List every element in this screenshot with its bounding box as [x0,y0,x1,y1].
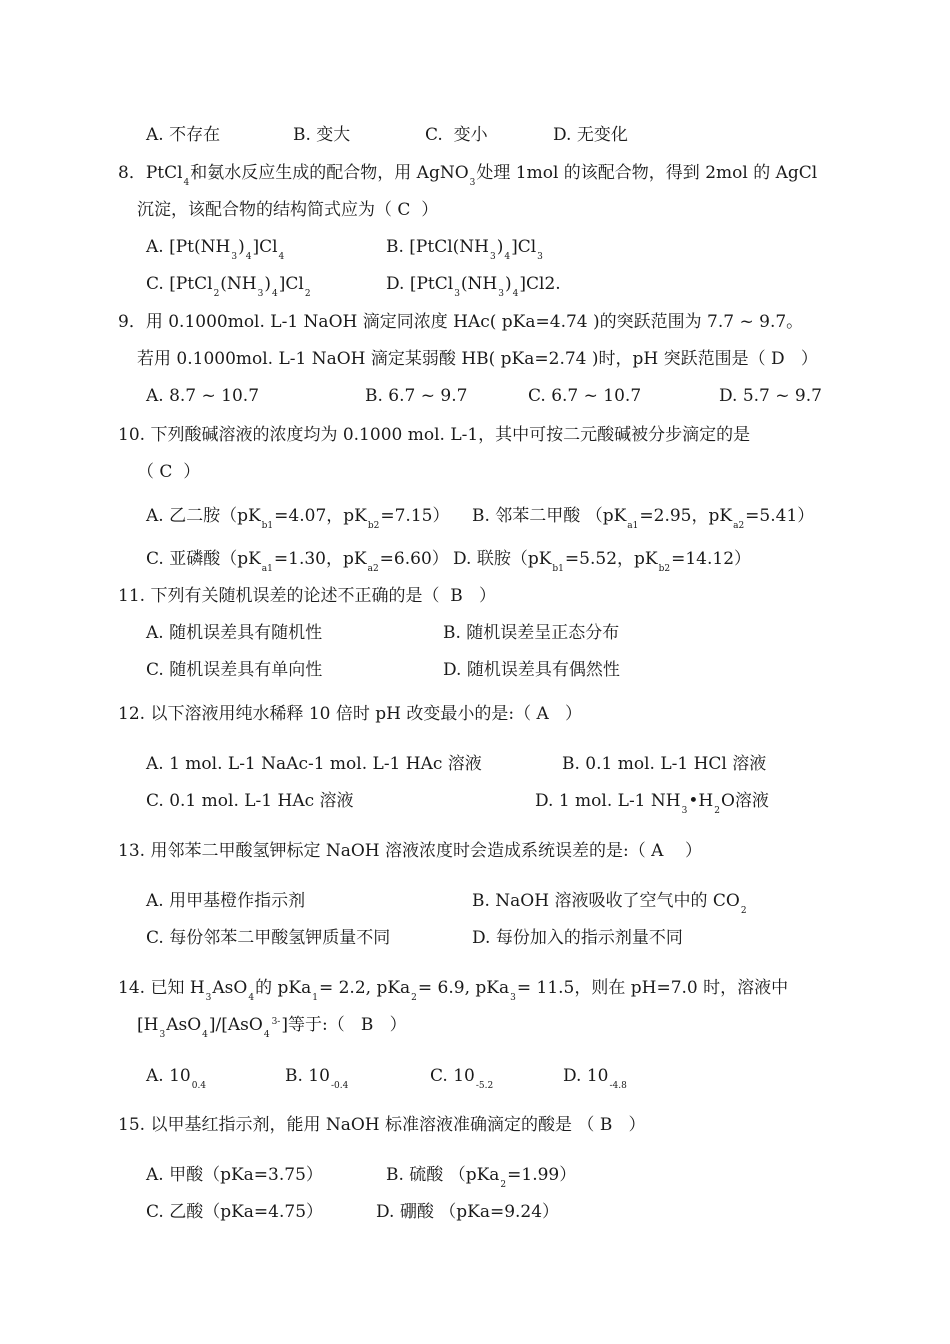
q14-stem-line2: $[H_3AsO_4]/[AsO_4^{3-}]$等于:（ B ） [137,1015,407,1040]
q13-option-d: D. 每份加入的指示剂量不同 [472,928,683,948]
q10-stem-line1: 10. 下列酸碱溶液的浓度均为 0.1000 mol. L-1，其中可按二元酸碱被分步滴定的是 [118,425,751,445]
q10-option-c: C. 亚磷酸（$pK_{a1}=1.30$，$pK_{a2}=6.60$） [146,549,449,574]
q9-option-b: B. 6.7 ~ 9.7 [365,386,468,406]
q9-stem-line2: 若用 0.1000mol. L-1 NaOH 滴定某弱酸 HB( pKa=2.74 )时，pH 突跃范围是（ D ） [137,349,818,369]
q10-option-d: D. 联胺（$pK_{b1}=5.52$，$pK_{b2}=14.12$） [453,549,752,574]
q8-stem-line2: 沉淀，该配合物的结构简式应为（ C ） [137,200,439,220]
q9-option-c: C. 6.7 ~ 10.7 [528,386,642,406]
q14-option-b: B. $10_{-0.4}$ [285,1066,349,1091]
q8-option-a: A. $[Pt(NH_3)_4]Cl_4$ [146,237,285,262]
q14-option-a: A. $10_{0.4}$ [146,1066,207,1091]
q8-option-b: B. $[PtCl(NH_3)_4]Cl_3$ [386,237,543,262]
q15-stem: 15. 以甲基红指示剂，能用 NaOH 标准溶液准确滴定的酸是 （ B ） [118,1115,646,1135]
q11-option-b: B. 随机误差呈正态分布 [443,623,620,643]
q12-option-c: C. 0.1 mol. L-1 HAc 溶液 [146,791,354,811]
q12-option-a: A. 1 mol. L-1 NaAc-1 mol. L-1 HAc 溶液 [146,754,482,774]
q13-option-c: C. 每份邻苯二甲酸氢钾质量不同 [146,928,391,948]
q14-option-d: D. $10_{-4.8}$ [563,1066,627,1091]
q13-option-a: A. 用甲基橙作指示剂 [146,891,306,911]
q7-option-b: B. 变大 [293,125,351,145]
q13-option-b: B. NaOH 溶液吸收了空气中的 $CO_2$ [472,891,747,916]
q13-stem: 13. 用邻苯二甲酸氢钾标定 NaOH 溶液浓度时会造成系统误差的是:（ A ） [118,841,703,861]
q10-stem-line2: （ C ） [137,462,201,482]
q11-option-a: A. 随机误差具有随机性 [146,623,323,643]
q12-stem: 12. 以下溶液用纯水稀释 10 倍时 pH 改变最小的是:（ A ） [118,704,583,724]
q14-option-c: C. $10_{-5.2}$ [430,1066,494,1091]
q7-option-a: A. 不存在 [146,125,221,145]
q14-stem-line1: 14. 已知 $H_3AsO_4$的 pKa$_1$= 2.2, pKa$_2$= 6.9, pKa$_3$= 11.5，则在 pH=7.0 时，溶液中 [118,978,789,1003]
q8-stem-line1: 8．PtCl$_4$和氨水反应生成的配合物，用 AgNO$_3$处理 1mol 的该配合物，得到 2mol 的 AgCl [118,163,818,188]
q8-option-c: C. $[PtCl_2(NH_3)_4]Cl_2$ [146,274,311,299]
q9-option-a: A. 8.7 ~ 10.7 [146,386,260,406]
q10-option-a: A. 乙二胺（$pK_{b1}=4.07$，$pK_{b2}=7.15$） [146,506,450,531]
q15-option-a: A. 甲酸（pKa=3.75） [146,1165,323,1185]
q9-stem-line1: 9．用 0.1000mol. L-1 NaOH 滴定同浓度 HAc( pKa=4.74 )的突跃范围为 7.7 ~ 9.7。 [118,312,804,332]
q7-option-d: D. 无变化 [553,125,628,145]
q15-option-b: B. 硫酸 （pKa$_2$=1.99） [386,1165,577,1190]
q12-option-b: B. 0.1 mol. L-1 HCl 溶液 [562,754,767,774]
q15-option-c: C. 乙酸（pKa=4.75） [146,1202,324,1222]
q8-option-d: D. $[PtCl_3(NH_3)_4]Cl2$. [386,274,561,299]
q7-option-c: C. 变小 [425,125,488,145]
q9-option-d: D. 5.7 ~ 9.7 [719,386,822,406]
q11-stem: 11. 下列有关随机误差的论述不正确的是（ B ） [118,586,496,606]
q10-option-b: B. 邻苯二甲酸 （$pK_{a1}=2.95$，$pK_{a2}=5.41$） [472,506,815,531]
q15-option-d: D. 硼酸 （pKa=9.24） [376,1202,560,1222]
q11-option-c: C. 随机误差具有单向性 [146,660,323,680]
q12-option-d: D. 1 mol. L-1 $NH_3•H_2O$溶液 [535,791,769,816]
q11-option-d: D. 随机误差具有偶然性 [443,660,620,680]
